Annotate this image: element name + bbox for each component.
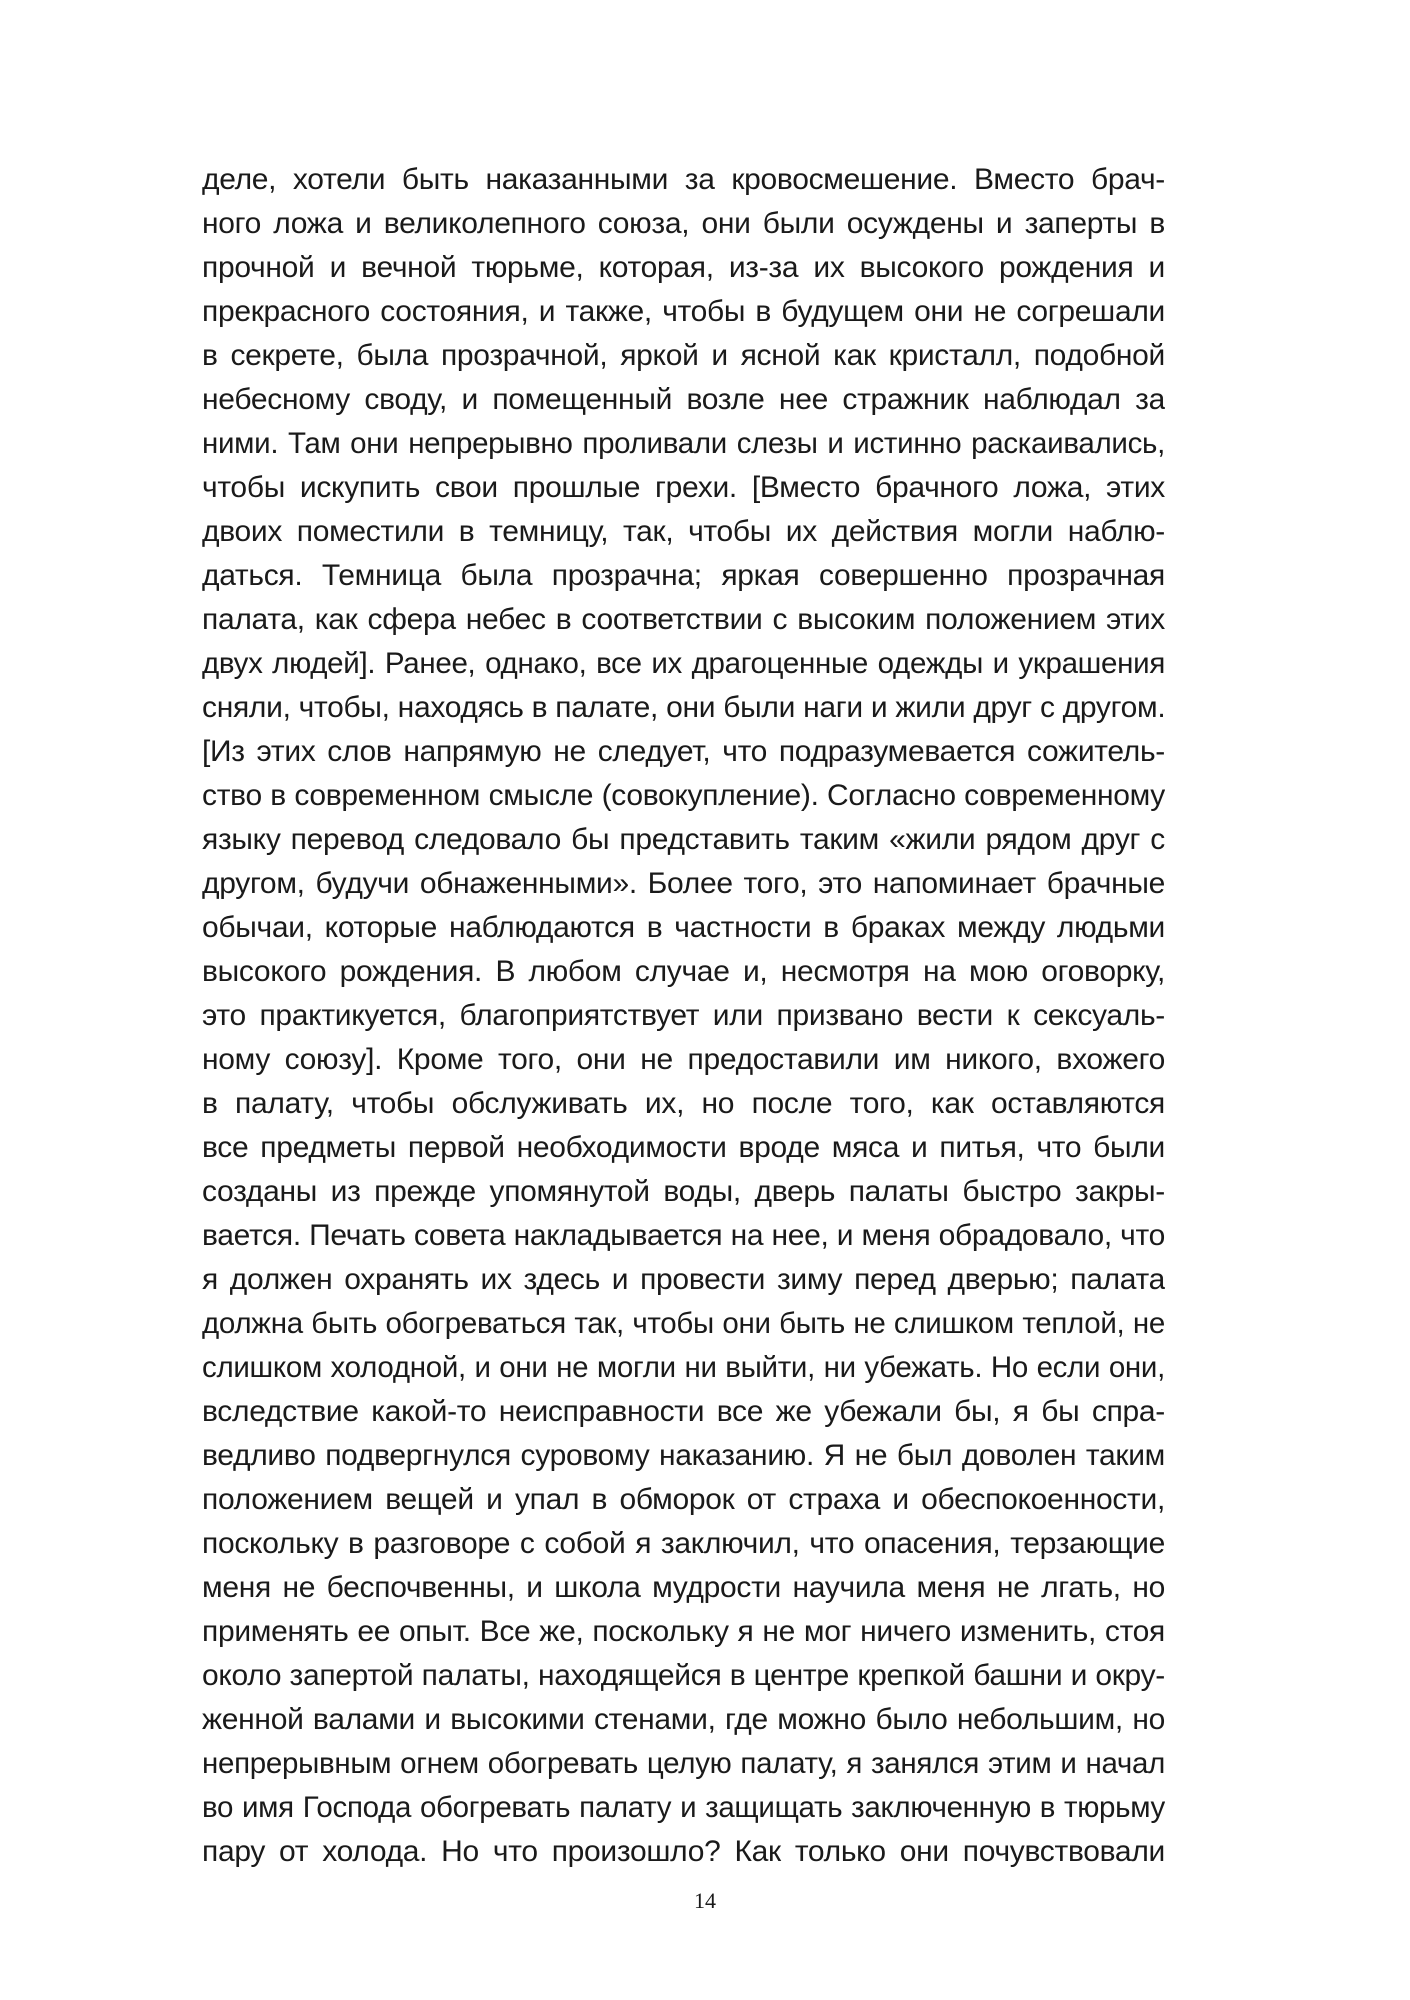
text-line: языку перевод следовало бы представить таким «жили рядом друг с — [202, 823, 1165, 856]
text-line: двоих поместили в темницу, так, чтобы их действия могли наблю- — [202, 515, 1165, 548]
text-line: высокого рождения. В любом случае и, несмотря на мою оговорку, — [202, 955, 1165, 988]
text-line: ними. Там они непрерывно проливали слезы и истинно раскаивались, — [202, 427, 1165, 460]
text-line: ство в современном смысле (совокупление). Согласно современному — [202, 779, 1165, 812]
text-line: я должен охранять их здесь и провести зиму перед дверью; палата — [202, 1263, 1165, 1296]
text-line: прекрасного состояния, и также, чтобы в будущем они не согрешали — [202, 295, 1165, 328]
text-line: применять ее опыт. Все же, поскольку я не мог ничего изменить, стоя — [202, 1615, 1165, 1648]
text-line: созданы из прежде упомянутой воды, дверь палаты быстро закры- — [202, 1175, 1165, 1208]
text-line: положением вещей и упал в обморок от страха и обеспокоенности, — [202, 1483, 1165, 1516]
text-line: в секрете, была прозрачной, яркой и ясной как кристалл, подобной — [202, 339, 1165, 372]
body-text — [202, 158, 1165, 1874]
text-line: должна быть обогреваться так, чтобы они быть не слишком теплой, не — [202, 1307, 1165, 1340]
text-line: все предметы первой необходимости вроде мяса и питья, что были — [202, 1131, 1165, 1164]
text-line: сняли, чтобы, находясь в палате, они были наги и жили друг с другом. — [202, 691, 1165, 724]
text-line: поскольку в разговоре с собой я заключил, что опасения, терзающие — [202, 1527, 1165, 1560]
text-line: прочной и вечной тюрьме, которая, из-за их высокого рождения и — [202, 251, 1165, 284]
text-line: ведливо подвергнулся суровому наказанию. Я не был доволен таким — [202, 1439, 1165, 1472]
text-line: это практикуется, благоприятствует или призвано вести к сексуаль- — [202, 999, 1165, 1032]
text-line: во имя Господа обогревать палату и защищать заключенную в тюрьму — [202, 1791, 1165, 1824]
text-line: двух людей]. Ранее, однако, все их драгоценные одежды и украшения — [202, 647, 1165, 680]
text-line: женной валами и высокими стенами, где можно было небольшим, но — [202, 1703, 1165, 1736]
text-line: около запертой палаты, находящейся в центре крепкой башни и окру- — [202, 1659, 1165, 1692]
text-line: вается. Печать совета накладывается на нее, и меня обрадовало, что — [202, 1219, 1165, 1252]
text-line: обычаи, которые наблюдаются в частности в браках между людьми — [202, 911, 1165, 944]
text-line: [Из этих слов напрямую не следует, что подразумевается сожитель- — [202, 735, 1165, 768]
text-line: палата, как сфера небес в соответствии с высоким положением этих — [202, 603, 1165, 636]
text-line: меня не беспочвенны, и школа мудрости научила меня не лгать, но — [202, 1571, 1165, 1604]
text-line: слишком холодной, и они не могли ни выйти, ни убежать. Но если они, — [202, 1351, 1165, 1384]
text-line: другом, будучи обнаженными». Более того, это напоминает брачные — [202, 867, 1165, 900]
text-line: вследствие какой-то неисправности все же убежали бы, я бы спра- — [202, 1395, 1165, 1428]
text-line: чтобы искупить свои прошлые грехи. [Вместо брачного ложа, этих — [202, 471, 1165, 504]
text-line: ного ложа и великолепного союза, они были осуждены и заперты в — [202, 207, 1165, 240]
text-line: ному союзу]. Кроме того, они не предоставили им никого, вхожего — [202, 1043, 1165, 1076]
page-number: 14 — [694, 1888, 716, 1913]
text-line: даться. Темница была прозрачна; яркая совершенно прозрачная — [202, 559, 1165, 592]
text-line: пару от холода. Но что произошло? Как только они почувствовали — [202, 1835, 1165, 1868]
text-line: небесному своду, и помещенный возле нее стражник наблюдал за — [202, 383, 1165, 416]
text-line: деле, хотели быть наказанными за кровосмешение. Вместо брач- — [202, 163, 1165, 196]
text-line: в палату, чтобы обслуживать их, но после того, как оставляются — [202, 1087, 1165, 1120]
text-line: непрерывным огнем обогревать целую палату, я занялся этим и начал — [202, 1747, 1165, 1780]
